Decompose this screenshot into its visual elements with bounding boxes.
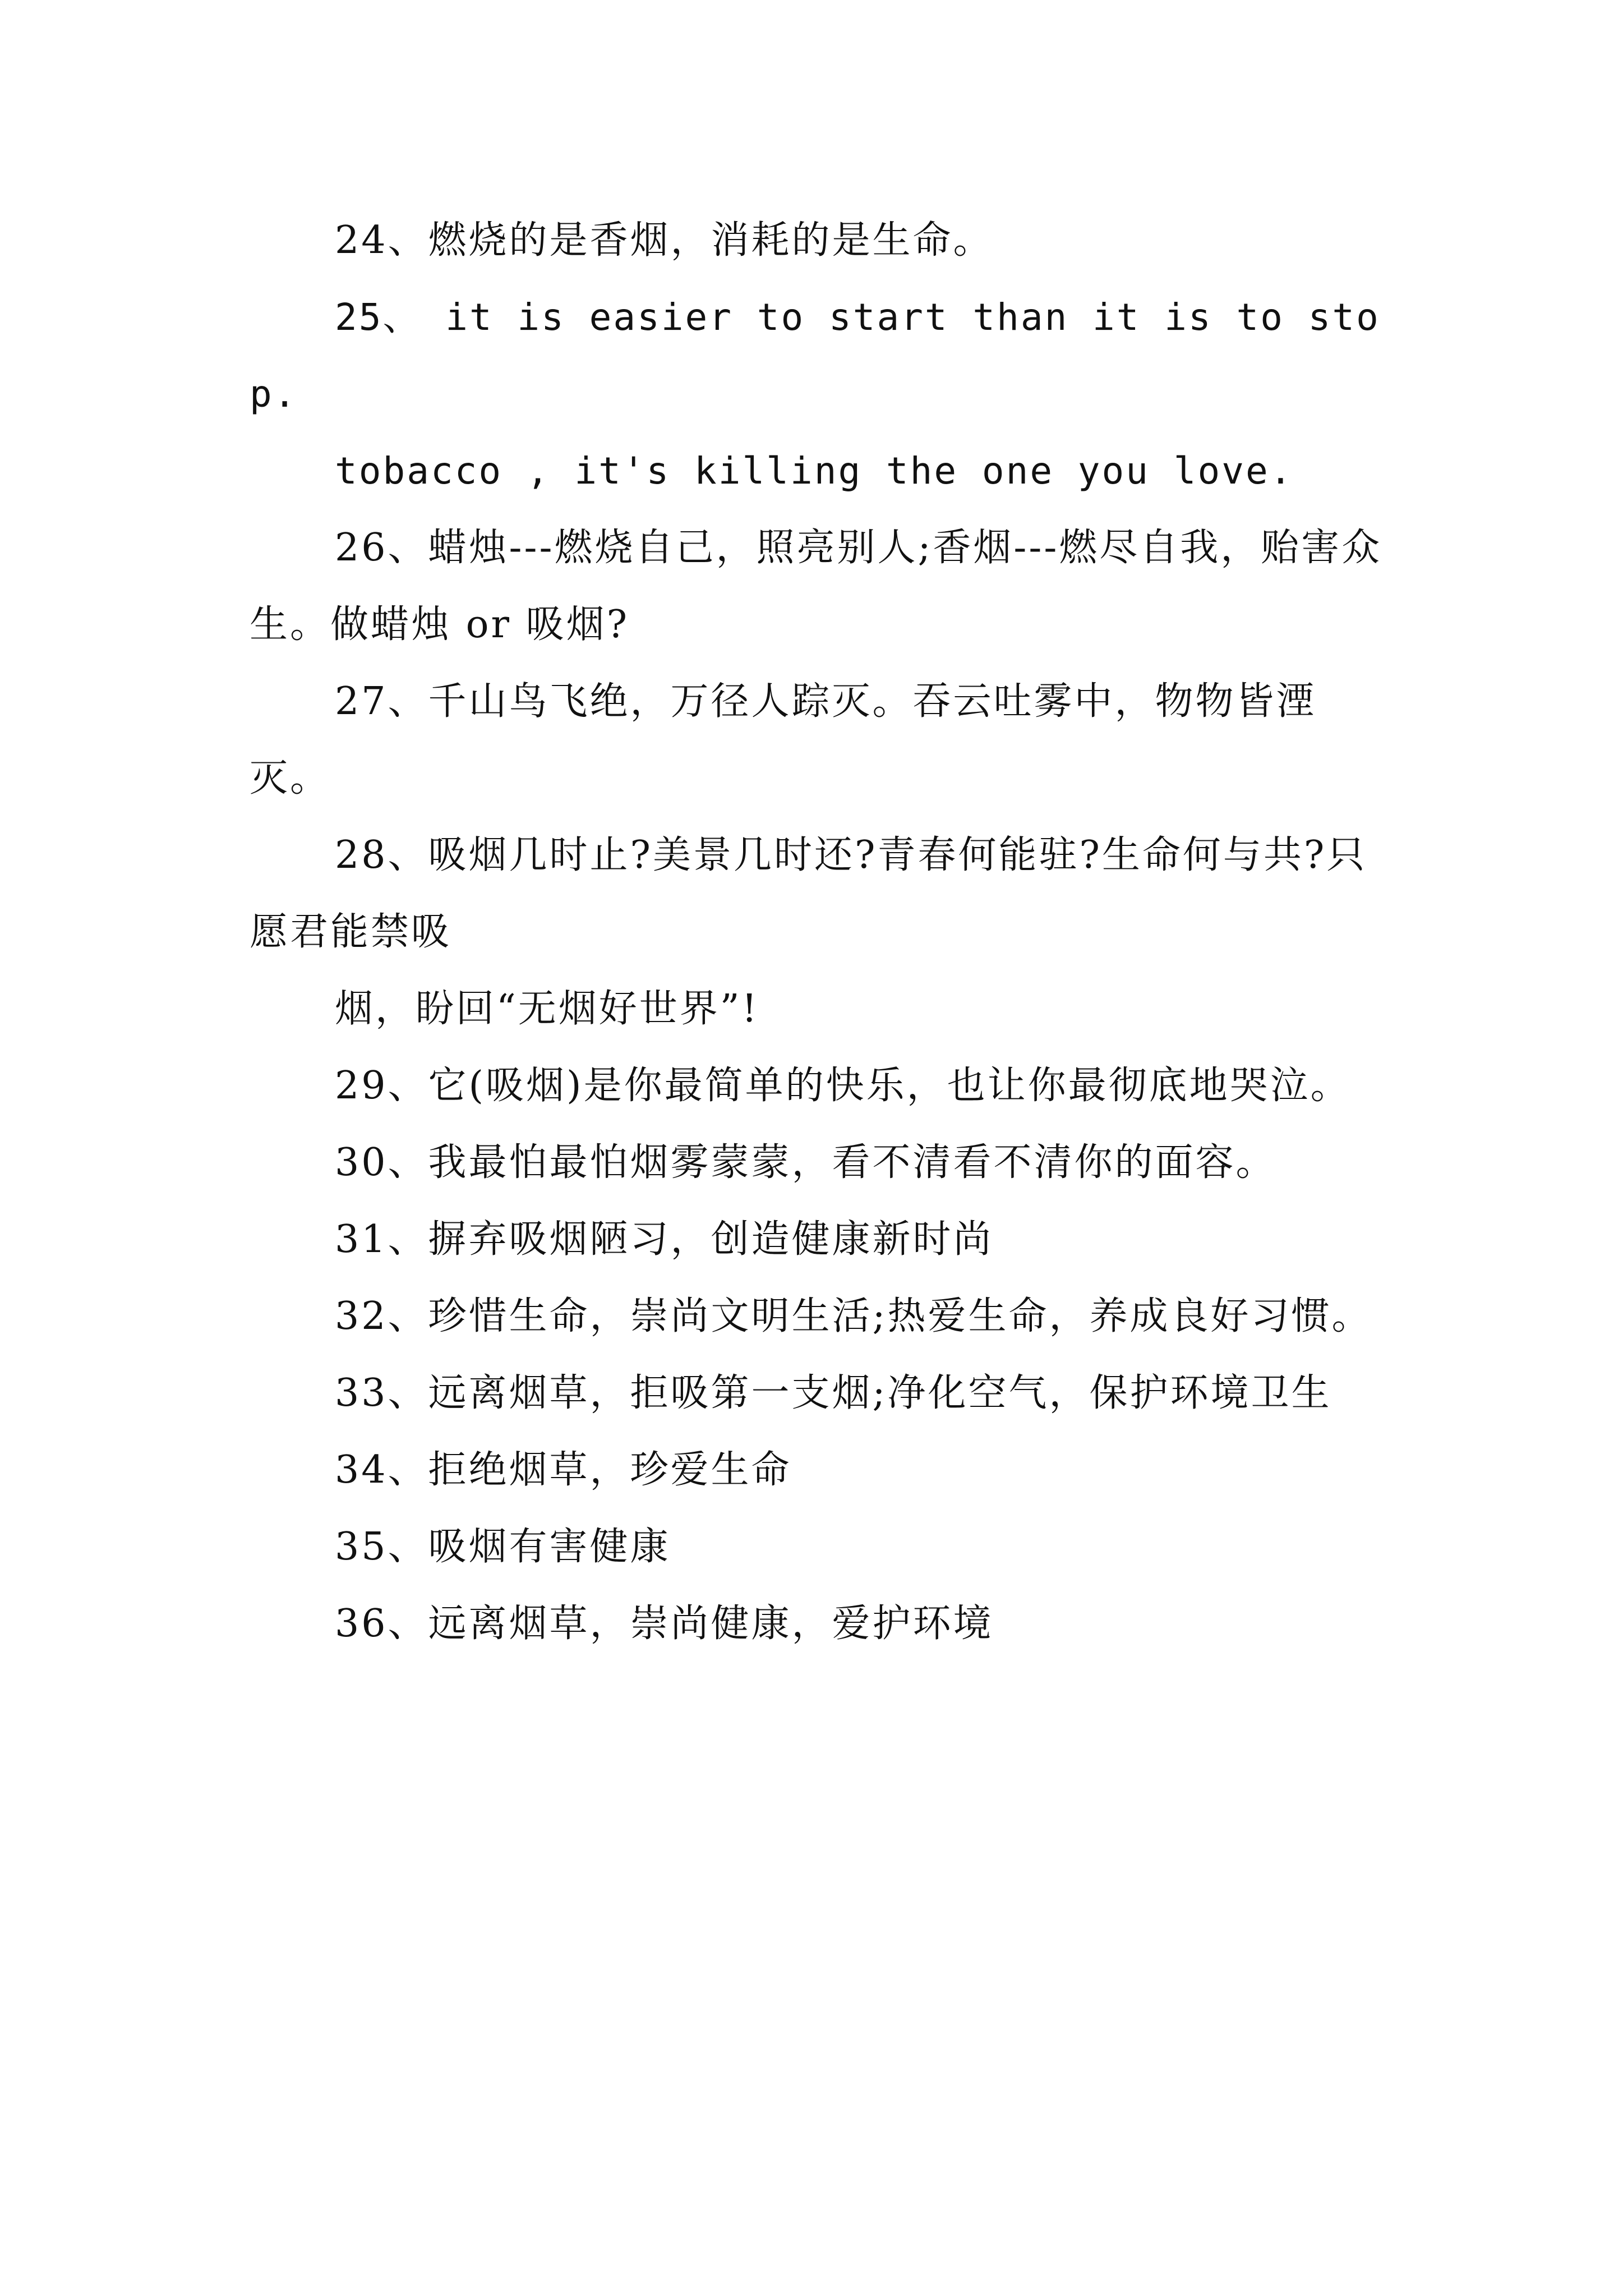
slogan-32: 32、珍惜生命，崇尚文明生活;热爱生命，养成良好习惯。 (335, 1294, 1372, 1338)
slogan-27: 27、千山鸟飞绝，万径人踪灭。吞云吐雾中，物物皆湮灭。 (250, 679, 1317, 800)
document-body (250, 202, 1382, 1662)
slogan-29: 29、它(吸烟)是你最简单的快乐，也让你最彻底地哭泣。 (335, 1064, 1351, 1108)
slogan-34: 34、拒绝烟草，珍爱生命 (335, 1448, 792, 1492)
slogan-28-continued: 烟，盼回“无烟好世界”! (335, 987, 759, 1031)
slogan-24: 24、燃烧的是香烟，消耗的是生命。 (335, 218, 994, 263)
slogan-28: 28、吸烟几时止?美景几时还?青春何能驻?生命何与共?只愿君能禁吸 (250, 833, 1367, 954)
slogan-31: 31、摒弃吸烟陋习，创造健康新时尚 (335, 1217, 994, 1262)
slogan-25-line-2: tobacco , it's killing the one you love. (335, 449, 1294, 493)
slogan-30: 30、我最怕最怕烟雾蒙蒙，看不清看不清你的面容。 (335, 1140, 1276, 1185)
slogan-33: 33、远离烟草，拒吸第一支烟;净化空气，保护环境卫生 (335, 1371, 1332, 1415)
slogan-25-line-1: 25、 it is easier to start than it is to stop. (250, 296, 1380, 416)
slogan-26: 26、蜡烛---燃烧自己，照亮别人;香烟---燃尽自我，贻害众生。做蜡烛 or 吸烟? (250, 526, 1382, 647)
slogan-35: 35、吸烟有害健康 (335, 1525, 671, 1569)
slogan-36: 36、远离烟草，崇尚健康，爱护环境 (335, 1602, 994, 1646)
